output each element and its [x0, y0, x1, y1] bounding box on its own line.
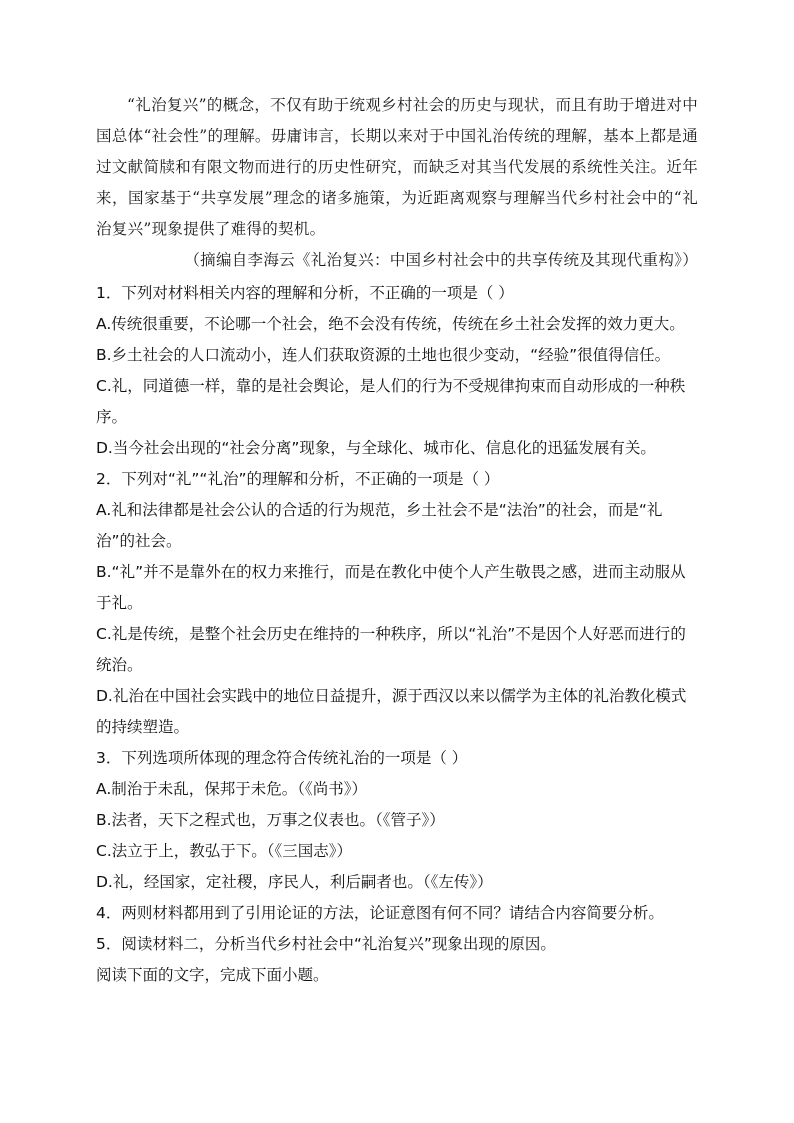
question-option-a: A.传统很重要，不论哪一个社会，绝不会没有传统，传统在乡土社会发挥的效力更大。	[96, 315, 685, 333]
question-option-b: B.“礼”并不是靠外在的权力来推行，而是在教化中使个人产生敬畏之感，进而主动服从于礼。	[96, 563, 686, 612]
passage-paragraph: “礼治复兴”的概念，不仅有助于统观乡村社会的历史与现状，而且有助于增进对中国总体“社会性”的理解。毋庸讳言，长期以来对于中国礼治传统的理解，基本上都是通过文献简牍和有限文物而进行的历史性研究，而缺乏对其当代发展的系统性关注。近年来，国家基于“共享发展”理念的诸多施策，为近距离观察与理解当代乡村社会中的“礼治复兴”现象提供了难得的契机。	[96, 96, 698, 238]
question-option-d: D.礼治在中国社会实践中的地位日益提升，源于西汉以来以儒学为主体的礼治教化模式的持续塑造。	[96, 687, 687, 736]
question-stem: 4．两则材料都用到了引用论证的方法，论证意图有何不同？请结合内容简要分析。	[96, 904, 664, 922]
question-1	[96, 278, 698, 464]
question-5	[96, 929, 698, 960]
question-option-d: D.礼，经国家，定社稷，序民人，利后嗣者也。（《左传》）	[96, 873, 493, 891]
question-option-c: C.法立于上，教弘于下。（《三国志》）	[96, 842, 353, 860]
question-stem: 3．下列选项所体现的理念符合传统礼治的一项是（ ）	[96, 749, 468, 767]
question-option-c: C.礼是传统，是整个社会历史在维持的一种秩序，所以“礼治”不是因个人好恶而进行的统治。	[96, 625, 686, 674]
question-option-c: C.礼，同道德一样，靠的是社会舆论，是人们的行为不受规律拘束而自动形成的一种秩序。	[96, 377, 686, 426]
question-option-b: B.法者，天下之程式也，万事之仪表也。（《管子》）	[96, 811, 445, 829]
question-2	[96, 464, 698, 743]
question-stem: 2．下列对“礼”“礼治”的理解和分析，不正确的一项是（ ）	[96, 470, 500, 488]
question-4	[96, 898, 698, 929]
question-list	[96, 278, 698, 991]
question-option-d: D.当今社会出现的“社会分离”现象，与全球化、城市化、信息化的迅猛发展有关。	[96, 439, 656, 457]
question-stem: 5．阅读材料二，分析当代乡村社会中“礼治复兴”现象出现的原因。	[96, 935, 556, 953]
question-option-a: A.礼和法律都是社会公认的合适的行为规范，乡土社会不是“法治”的社会，而是“礼治”的社会。	[96, 501, 663, 550]
question-3	[96, 743, 698, 898]
question-stem: 1．下列对材料相关内容的理解和分析，不正确的一项是（ ）	[96, 284, 514, 302]
question-option-b: B.乡土社会的人口流动小，连人们获取资源的土地也很少变动，“经验”很值得信任。	[96, 346, 671, 364]
question-option-a: A.制治于未乱，保邦于未危。（《尚书》）	[96, 780, 368, 798]
reading-instruction: 阅读下面的文字，完成下面小题。	[96, 966, 329, 984]
passage-source: （摘编自李海云《礼治复兴：中国乡村社会中的共享传统及其现代重构》）	[184, 251, 698, 269]
